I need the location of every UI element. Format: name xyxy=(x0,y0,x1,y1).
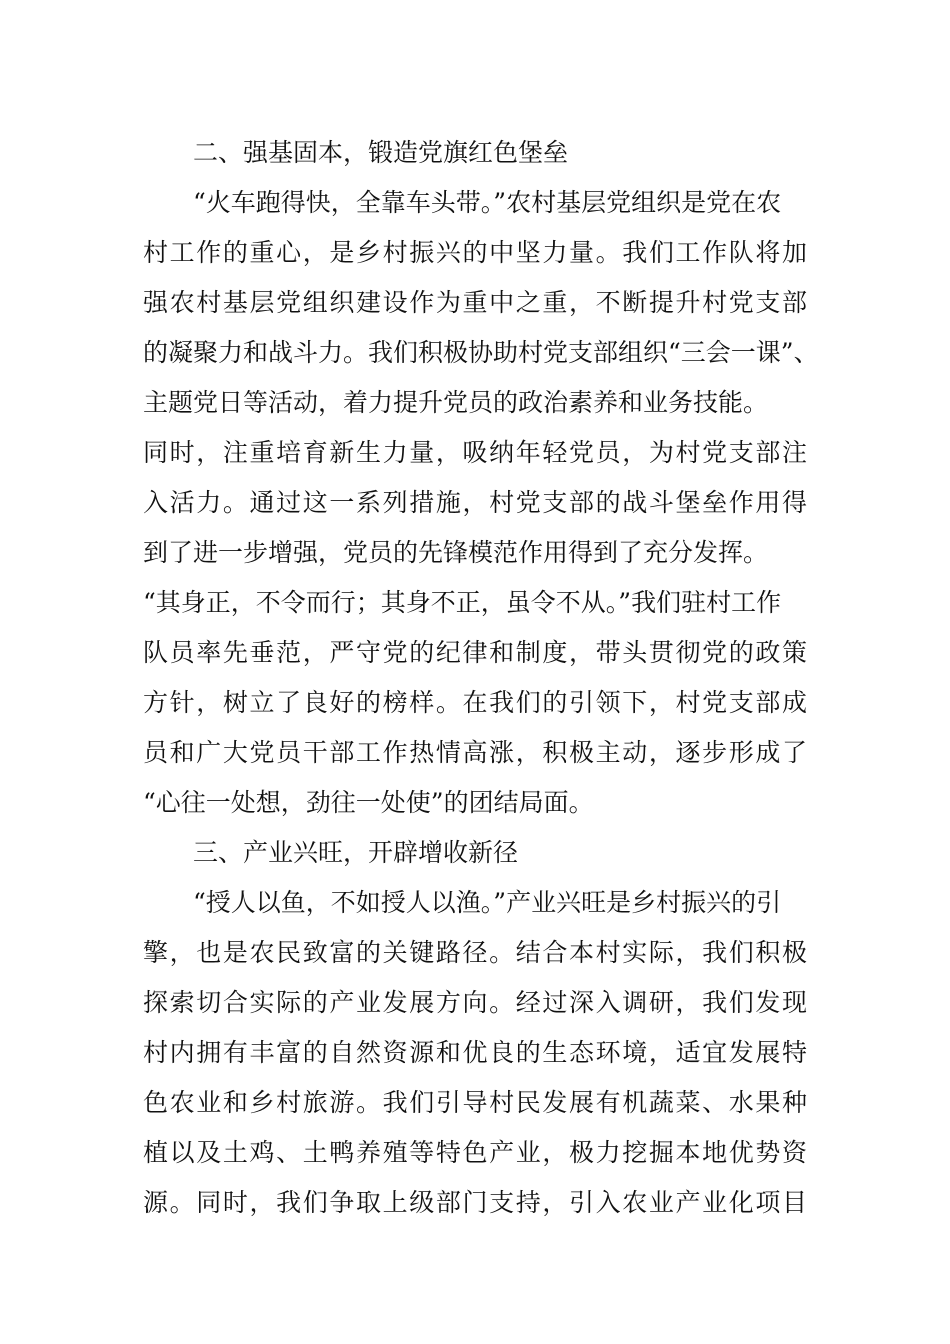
section-heading-2: 二、强基固本，锻造党旗红色堡垒 xyxy=(193,138,569,167)
paragraph-line: 擎，也是农民致富的关键路径。结合本村实际，我们积极 xyxy=(143,938,807,967)
paragraph-line: 入活力。通过这一系列措施，村党支部的战斗堡垒作用得 xyxy=(143,488,807,517)
paragraph-line: “火车跑得快，全靠车头带。”农村基层党组织是党在农 xyxy=(193,188,782,217)
paragraph-line: 主题党日等活动，着力提升党员的政治素养和业务技能。 xyxy=(143,388,769,417)
document-body xyxy=(143,128,819,1228)
paragraph-line: 同时，注重培育新生力量，吸纳年轻党员，为村党支部注 xyxy=(143,438,807,467)
paragraph-line: 探索切合实际的产业发展方向。经过深入调研，我们发现 xyxy=(143,988,807,1017)
paragraph-line: 村工作的重心，是乡村振兴的中坚力量。我们工作队将加 xyxy=(143,238,807,267)
paragraph-line: 方针，树立了良好的榜样。在我们的引领下，村党支部成 xyxy=(143,688,807,717)
paragraph-line: 村内拥有丰富的自然资源和优良的生态环境，适宜发展特 xyxy=(143,1038,807,1067)
paragraph-line: 强农村基层党组织建设作为重中之重，不断提升村党支部 xyxy=(143,288,807,317)
section-heading-3: 三、产业兴旺，开辟增收新径 xyxy=(193,838,519,867)
paragraph-line: 色农业和乡村旅游。我们引导村民发展有机蔬菜、水果种 xyxy=(143,1088,807,1117)
paragraph-line: 源。同时，我们争取上级部门支持，引入农业产业化项目 xyxy=(143,1188,807,1217)
paragraph-line: 队员率先垂范，严守党的纪律和制度，带头贯彻党的政策 xyxy=(143,638,807,667)
paragraph-line: 员和广大党员干部工作热情高涨，积极主动，逐步形成了 xyxy=(143,738,807,767)
paragraph-line: 的凝聚力和战斗力。我们积极协助村党支部组织“三会一课”、 xyxy=(143,338,819,367)
paragraph-line: 到了进一步增强，党员的先锋模范作用得到了充分发挥。 xyxy=(143,538,769,567)
paragraph-line: “心往一处想，劲往一处使”的团结局面。 xyxy=(143,788,594,817)
paragraph-line: 植以及土鸡、土鸭养殖等特色产业，极力挖掘本地优势资 xyxy=(143,1138,807,1167)
paragraph-line: “授人以鱼，不如授人以渔。”产业兴旺是乡村振兴的引 xyxy=(193,888,782,917)
paragraph-line: “其身正，不令而行；其身不正，虽令不从。”我们驻村工作 xyxy=(143,588,782,617)
